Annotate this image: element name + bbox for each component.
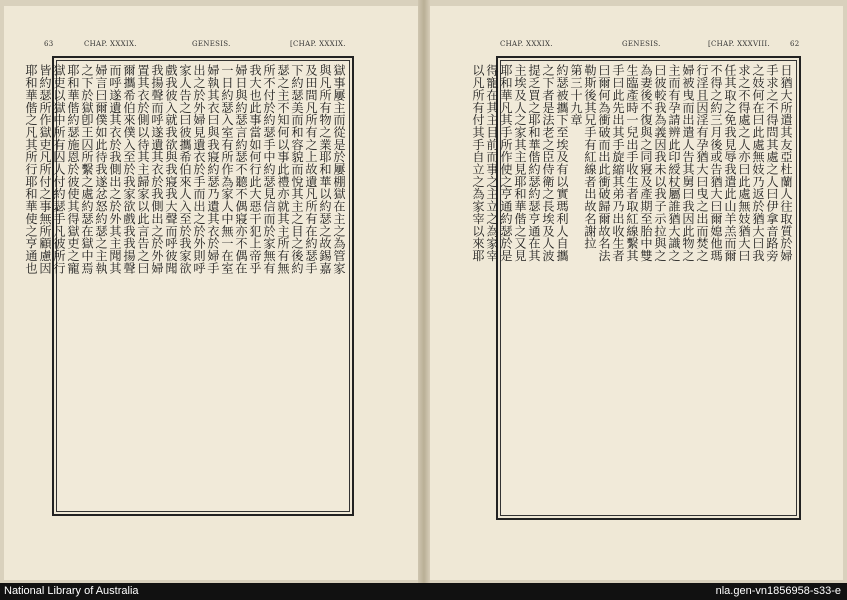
text-column: 婦言曰爾僕如此待我遂忿怒約瑟之主執: [94, 64, 108, 274]
text-column: 我揚聲而呼遂遺其衣於我側出之於外婦: [150, 64, 164, 274]
text-column: 為妻後不復與之同寢及產期至胎中雙: [639, 64, 653, 262]
text-column: 出之於外婦見遺衣於手而出之於外則呼: [192, 64, 206, 274]
text-column: 不得之約三月後或告猶大曰爾媳他瑪: [709, 64, 723, 262]
text-column: 瑟之主不知何以事此禮亦就其主所有無: [276, 64, 290, 274]
left-chapter-label: CHAP. XXXIX.: [84, 40, 137, 48]
left-text-frame: [24, 56, 354, 516]
text-column: 一日約瑟入室有所作為家人中無一在室: [220, 64, 234, 274]
right-text-columns: [471, 64, 793, 512]
text-column: 婦執其衣曰與我寢約瑟乃遺其衣於婦手: [206, 64, 220, 274]
text-column: 曰爾何為衝破而出此衝破歸爾故名法: [597, 64, 611, 262]
text-column: 之下於獄卽王囚所繫之處約瑟在獄中焉: [80, 64, 94, 274]
footer-library-name: National Library of Australia: [4, 585, 139, 597]
text-column: 獄事屢主而從是於屢棚獄在主之為管家: [332, 64, 346, 274]
right-text-frame: [471, 56, 801, 520]
text-column: 及田間凡所有之上故遺凡所有在約瑟手: [304, 64, 318, 274]
text-column: 爾攜希伯來僕入至於我家欲戲我我揚聲: [122, 64, 136, 274]
text-column: 行淫且因淫有孕猶大曰曳之出而焚之: [695, 64, 709, 262]
text-column: 主埃及人之家其主見耶和華偕之又見: [513, 64, 527, 262]
text-column: 手曰此先出其手旋縮其弟乃出收生者: [611, 64, 625, 262]
text-column: 生臨產時一兒出手收生者取紅線繫其: [625, 64, 639, 262]
text-column: 提乏買之耶和華偕約瑟約瑟亨通在其: [527, 64, 541, 262]
text-column: 曰彼較我為義因我未以我子示拉與之: [653, 64, 667, 262]
text-column: 婦被曳而出遣人告其舅曰我因此物之: [681, 64, 695, 262]
text-column: 日猶大所遣其友亞杜蘭人往取質於婦: [779, 64, 793, 262]
text-column: 與凡所有物之業耶和華以約瑟之故錫嘉: [318, 64, 332, 274]
text-column: 下約瑟美而和容貌而悅其主之目之後約: [290, 64, 304, 274]
text-column: 家人告之曰彼攜希伯來人入至於我家欲: [178, 64, 192, 274]
text-column: 約瑟被攜下至埃及有以實瑪利人自攜: [555, 64, 569, 262]
text-column: 任其取之免我見辱我遣此山羊羔而爾: [723, 64, 737, 262]
left-book-title: GENESIS.: [192, 40, 231, 48]
text-column: 求之不得處之人亦曰此處無妓猶大曰: [737, 64, 751, 262]
left-chapter-label-right: [CHAP. XXXIX.: [290, 40, 346, 48]
text-column: 之妓何在曰此處無妓乃返於猶大曰我: [751, 64, 765, 262]
footer-bar: [0, 583, 847, 600]
text-column: 而呼遂遺其衣於我側出之於外其主聞其: [108, 64, 122, 274]
text-column: 耶和華偕之凡其所行耶和華使之亨通也: [24, 64, 38, 274]
left-text-columns: [24, 64, 346, 508]
text-column: 戲我彼入就我欲與我寢我大聲而呼彼聞: [164, 64, 178, 274]
book-gutter: [418, 0, 430, 583]
text-column: 耶和華凡其手所作使之亨通約瑟於是: [499, 64, 513, 262]
text-column: 獄吏以獄中所有囚人付約瑟手凡彼所行: [52, 64, 66, 274]
footer-identifier: nla.gen-vn1856958-s33-e: [715, 585, 841, 597]
left-page-number: 63: [44, 40, 54, 48]
text-column: 主而有孕請辨此印綬杖屬誰猶大識之: [667, 64, 681, 262]
text-column: 婦日與約瑟言約瑟不聽不偶寢亦不偶在: [234, 64, 248, 274]
right-chapter-label-right: [CHAP. XXXVIII.: [708, 40, 771, 48]
text-column: 第三十九章: [569, 64, 583, 126]
text-column: 之下者是法老之臣侍衛之長埃及人波: [541, 64, 555, 262]
text-column: 所不付於約瑟手中約瑟見信而於家無有: [262, 64, 276, 274]
text-column: 置其衣於側以待其主歸家以此言告之曰: [136, 64, 150, 274]
right-page-number: 62: [790, 40, 800, 48]
right-chapter-label: CHAP. XXXIX.: [500, 40, 553, 48]
text-column: 我大也此事當如何行此大惡干犯上帝乎: [248, 64, 262, 274]
right-book-title: GENESIS.: [622, 40, 661, 48]
text-column: 耶和華偕約瑟施恩於彼使其得獄吏之寵: [66, 64, 80, 274]
text-column: 以凡所有付其手自立之為家宰以來耶: [471, 64, 485, 262]
text-column: 手求之不得問其處之人曰伊拿音路旁: [765, 64, 779, 262]
text-column: 勒斯後其兄手有紅線者出故名謝拉: [583, 64, 597, 250]
text-column: 皆約瑟所作獄吏凡所付之事無所顧慮因: [38, 64, 52, 274]
text-column: 得寵在其主目前而事之主立之為家宰: [485, 64, 499, 262]
